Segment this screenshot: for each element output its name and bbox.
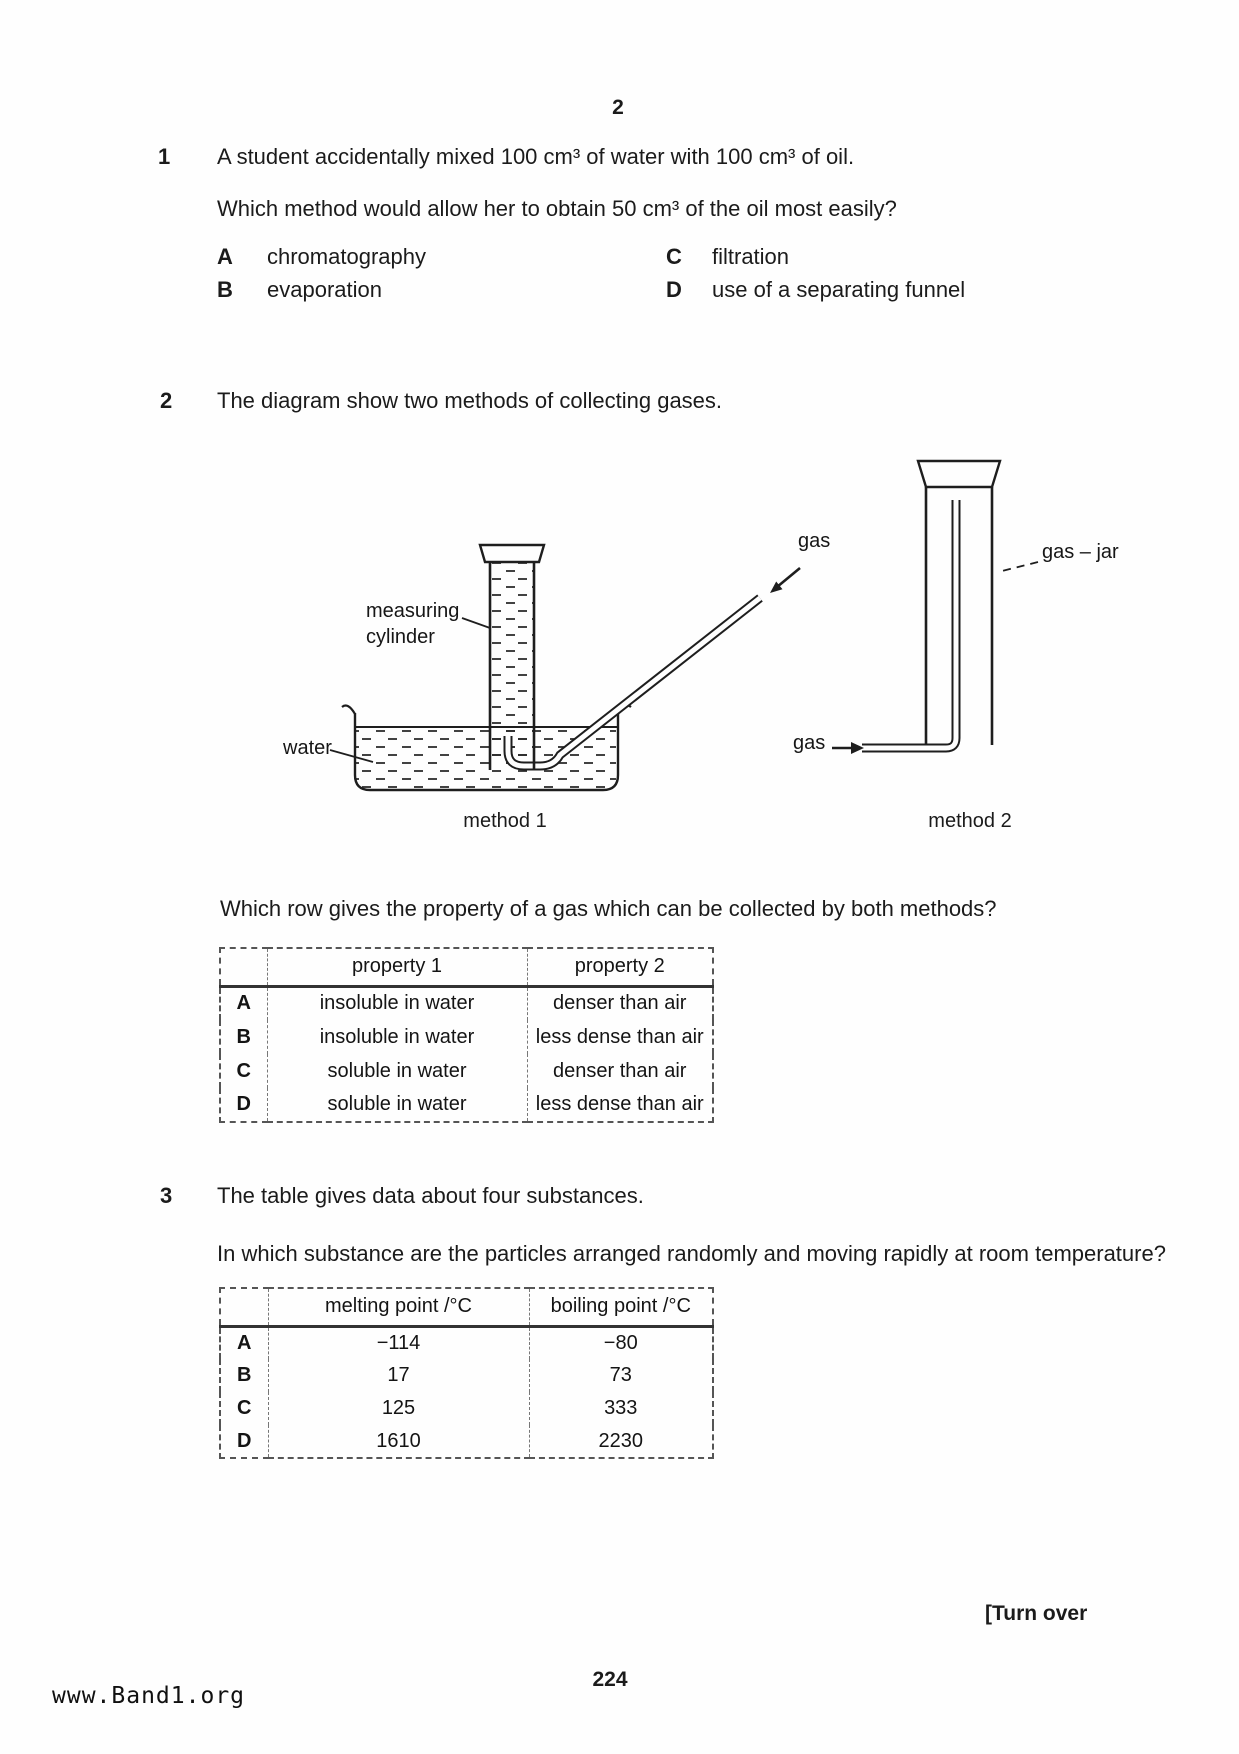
row-letter: C: [220, 1054, 267, 1088]
property1-cell: insoluble in water: [267, 986, 527, 1020]
question-1-line2: Which method would allow her to obtain 50 cm³ of the oil most easily?: [217, 196, 897, 221]
table-row: [220, 1088, 713, 1122]
boiling-point-header: boiling point /°C: [529, 1288, 713, 1326]
table-row: [220, 1425, 713, 1458]
property2-header: property 2: [527, 948, 713, 986]
table-row: [220, 1326, 713, 1359]
option-c-label: filtration: [712, 244, 790, 269]
row-letter: D: [220, 1088, 267, 1122]
melting-point-header: melting point /°C: [268, 1288, 529, 1326]
table-row: [220, 986, 713, 1020]
option-a-letter: A: [217, 244, 233, 269]
property1-cell: insoluble in water: [267, 1020, 527, 1054]
row-letter: D: [220, 1425, 268, 1458]
substances-table: [219, 1287, 714, 1459]
method1-caption: method 1: [463, 810, 547, 832]
question-3-text: In which substance are the particles arranged randomly and moving rapidly at room temperature?: [217, 1241, 1166, 1266]
measuring-cylinder-label: [366, 598, 459, 650]
question-2-intro: The diagram show two methods of collecting gases.: [217, 388, 723, 413]
gas-label-method2: gas: [793, 732, 826, 754]
row-letter: B: [220, 1020, 267, 1054]
question-2-text: Which row gives the property of a gas which can be collected by both methods?: [220, 896, 997, 921]
property1-cell: soluble in water: [267, 1054, 527, 1088]
option-a-label: chromatography: [267, 244, 426, 269]
property2-cell: less dense than air: [527, 1020, 713, 1054]
gas-arrow-method1: [770, 568, 800, 593]
row-letter: C: [220, 1392, 268, 1425]
corner-cell: [220, 948, 267, 986]
water-label: water: [283, 737, 332, 759]
table-row: [220, 1359, 713, 1392]
boiling-point-cell: 2230: [529, 1425, 713, 1458]
option-b-label: evaporation: [267, 277, 382, 302]
property1-header: property 1: [267, 948, 527, 986]
boiling-point-cell: −80: [529, 1326, 713, 1359]
option-d-letter: D: [666, 277, 682, 302]
property2-cell: less dense than air: [527, 1088, 713, 1122]
property2-cell: denser than air: [527, 1054, 713, 1088]
table-row: [220, 1054, 713, 1088]
corner-cell: [220, 1288, 268, 1326]
table-row: [220, 1020, 713, 1054]
gas-jar-tube-art: [862, 500, 956, 748]
properties-table: [219, 947, 714, 1123]
melting-point-cell: −114: [268, 1326, 529, 1359]
gas-arrow-method2: [832, 742, 864, 754]
page-number-bottom: 224: [592, 1668, 628, 1691]
page-number-top: 2: [612, 96, 624, 119]
table-header-row: [220, 1288, 713, 1326]
property2-cell: denser than air: [527, 986, 713, 1020]
option-d-label: use of a separating funnel: [712, 277, 966, 302]
row-letter: A: [220, 986, 267, 1020]
row-letter: B: [220, 1359, 268, 1392]
method2-caption: method 2: [928, 810, 1012, 832]
question-1-line1: A student accidentally mixed 100 cm³ of water with 100 cm³ of oil.: [217, 144, 855, 169]
boiling-point-cell: 73: [529, 1359, 713, 1392]
measuring-cylinder-leader: [462, 618, 490, 628]
question-2-number: 2: [160, 388, 173, 413]
measuring-cylinder-label-line1: measuring: [366, 600, 460, 622]
melting-point-cell: 125: [268, 1392, 529, 1425]
turn-over-note: [Turn over: [985, 1602, 1088, 1625]
property1-cell: soluble in water: [267, 1088, 527, 1122]
measuring-cylinder-label-line2: cylinder: [366, 626, 435, 648]
table-row: [220, 1392, 713, 1425]
gas-jar-label: gas – jar: [1042, 541, 1119, 563]
question-3-number: 3: [160, 1183, 173, 1208]
website-watermark: www.Band1.org: [52, 1683, 246, 1709]
melting-point-cell: 17: [268, 1359, 529, 1392]
option-b-letter: B: [217, 277, 233, 302]
question-3-intro: The table gives data about four substances.: [217, 1183, 644, 1208]
gas-label-method1: gas: [798, 530, 831, 552]
gas-jar-leader: [998, 562, 1038, 572]
option-c-letter: C: [666, 244, 682, 269]
question-1-number: 1: [158, 144, 171, 169]
boiling-point-cell: 333: [529, 1392, 713, 1425]
melting-point-cell: 1610: [268, 1425, 529, 1458]
table-header-row: [220, 948, 713, 986]
row-letter: A: [220, 1326, 268, 1359]
